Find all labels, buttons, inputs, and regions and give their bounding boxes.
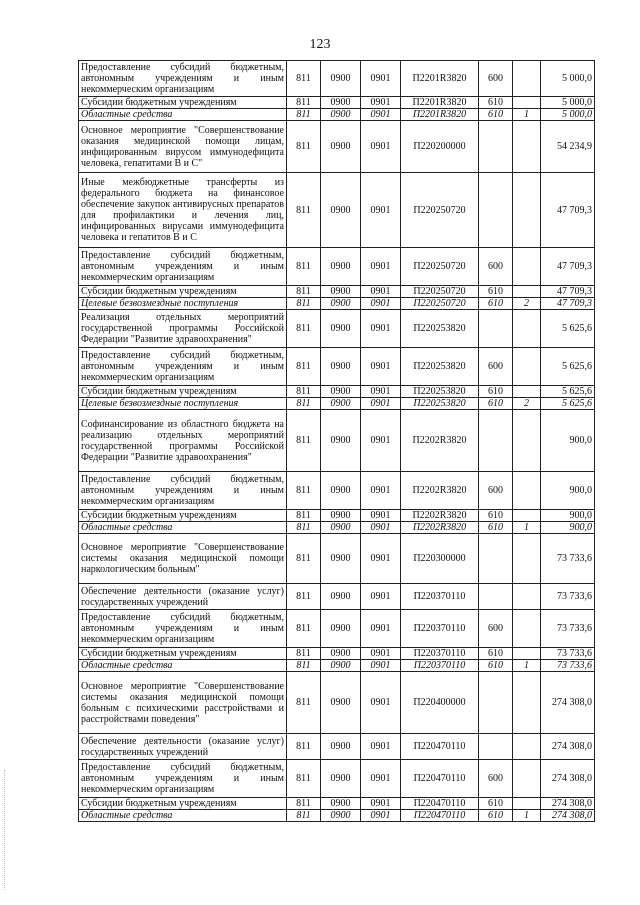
- funding-source-code: 2: [513, 398, 541, 410]
- amount: 54 234,9: [541, 121, 595, 173]
- funding-source-code: [513, 61, 541, 97]
- expense-type-code: 610: [479, 522, 513, 534]
- ministry-code: 811: [287, 97, 321, 109]
- target-article-code: П220370110: [401, 584, 479, 610]
- expense-type-code: 610: [479, 660, 513, 672]
- subsection-code: 0901: [361, 522, 401, 534]
- target-article-code: П2201R3820: [401, 109, 479, 121]
- subsection-code: 0901: [361, 648, 401, 660]
- section-code: 0900: [321, 173, 361, 248]
- expense-type-code: 610: [479, 510, 513, 522]
- amount: 73 733,6: [541, 610, 595, 648]
- subsection-code: 0901: [361, 584, 401, 610]
- ministry-code: 811: [287, 386, 321, 398]
- target-article-code: П220250720: [401, 298, 479, 310]
- section-code: 0900: [321, 734, 361, 760]
- expense-type-code: [479, 534, 513, 584]
- ministry-code: 811: [287, 298, 321, 310]
- funding-source-code: [513, 410, 541, 472]
- row-description: Субсидии бюджетным учреждениям: [79, 97, 287, 109]
- section-code: 0900: [321, 510, 361, 522]
- row-description: Целевые безвозмездные поступления: [79, 398, 287, 410]
- table-row: [79, 173, 595, 248]
- subsection-code: 0901: [361, 298, 401, 310]
- amount: 47 709,3: [541, 298, 595, 310]
- amount: 47 709,3: [541, 173, 595, 248]
- target-article-code: П220253820: [401, 386, 479, 398]
- table-row: [79, 109, 595, 121]
- funding-source-code: 1: [513, 660, 541, 672]
- subsection-code: 0901: [361, 286, 401, 298]
- row-description: Иные межбюджетные трансферты из федерального бюджета на финансовое обеспечение закупок антивирусных препаратов для профилактики и лечения лиц, инфицированных вирусами иммунодефицита человека и гепатитов В и С: [79, 173, 287, 248]
- subsection-code: 0901: [361, 310, 401, 348]
- expense-type-code: [479, 584, 513, 610]
- expense-type-code: [479, 173, 513, 248]
- expense-type-code: 600: [479, 610, 513, 648]
- funding-source-code: [513, 97, 541, 109]
- ministry-code: 811: [287, 584, 321, 610]
- subsection-code: 0901: [361, 760, 401, 798]
- budget-table: [78, 60, 595, 822]
- section-code: 0900: [321, 109, 361, 121]
- section-code: 0900: [321, 410, 361, 472]
- section-code: 0900: [321, 534, 361, 584]
- ministry-code: 811: [287, 310, 321, 348]
- row-description: Предоставление субсидий бюджетным, автономным учреждениям и иным некоммерческим организациям: [79, 610, 287, 648]
- amount: 5 625,6: [541, 386, 595, 398]
- section-code: 0900: [321, 660, 361, 672]
- row-description: Обеспечение деятельности (оказание услуг) государственных учреждений: [79, 584, 287, 610]
- row-description: Предоставление субсидий бюджетным, автономным учреждениям и иным некоммерческим организациям: [79, 348, 287, 386]
- table-row: [79, 672, 595, 734]
- section-code: 0900: [321, 760, 361, 798]
- ministry-code: 811: [287, 248, 321, 286]
- expense-type-code: [479, 310, 513, 348]
- expense-type-code: 600: [479, 760, 513, 798]
- amount: 900,0: [541, 410, 595, 472]
- amount: 274 308,0: [541, 672, 595, 734]
- target-article-code: П220250720: [401, 248, 479, 286]
- subsection-code: 0901: [361, 410, 401, 472]
- ministry-code: 811: [287, 286, 321, 298]
- subsection-code: 0901: [361, 386, 401, 398]
- expense-type-code: 600: [479, 248, 513, 286]
- target-article-code: П220253820: [401, 398, 479, 410]
- table-row: [79, 472, 595, 510]
- expense-type-code: [479, 672, 513, 734]
- subsection-code: 0901: [361, 398, 401, 410]
- target-article-code: П220370110: [401, 610, 479, 648]
- table-row: [79, 348, 595, 386]
- row-description: Реализация отдельных мероприятий государственной программы Российской Федерации "Развитие здравоохранения": [79, 310, 287, 348]
- expense-type-code: 610: [479, 109, 513, 121]
- ministry-code: 811: [287, 109, 321, 121]
- expense-type-code: 610: [479, 298, 513, 310]
- target-article-code: П220470110: [401, 798, 479, 810]
- expense-type-code: 610: [479, 810, 513, 822]
- subsection-code: 0901: [361, 510, 401, 522]
- amount: 900,0: [541, 522, 595, 534]
- funding-source-code: [513, 173, 541, 248]
- amount: 73 733,6: [541, 584, 595, 610]
- subsection-code: 0901: [361, 798, 401, 810]
- expense-type-code: [479, 734, 513, 760]
- target-article-code: П220470110: [401, 734, 479, 760]
- subsection-code: 0901: [361, 810, 401, 822]
- row-description: Предоставление субсидий бюджетным, автономным учреждениям и иным некоммерческим организациям: [79, 61, 287, 97]
- funding-source-code: [513, 534, 541, 584]
- amount: 73 733,6: [541, 648, 595, 660]
- amount: 5 625,6: [541, 348, 595, 386]
- table-row: [79, 248, 595, 286]
- expense-type-code: 610: [479, 798, 513, 810]
- row-description: Субсидии бюджетным учреждениям: [79, 286, 287, 298]
- scan-edge-mark: [4, 770, 7, 890]
- row-description: Софинансирование из областного бюджета на реализацию отдельных мероприятий государственной программы Российской Федерации "Развитие здравоохранения": [79, 410, 287, 472]
- row-description: Основное мероприятие "Совершенствование оказания медицинской помощи лицам, инфицированным вирусом иммунодефицита человека, гепатитами В и С": [79, 121, 287, 173]
- section-code: 0900: [321, 672, 361, 734]
- row-description: Целевые безвозмездные поступления: [79, 298, 287, 310]
- table-row: [79, 798, 595, 810]
- table-row: [79, 61, 595, 97]
- section-code: 0900: [321, 798, 361, 810]
- amount: 274 308,0: [541, 810, 595, 822]
- subsection-code: 0901: [361, 109, 401, 121]
- row-description: Предоставление субсидий бюджетным, автономным учреждениям и иным некоммерческим организациям: [79, 472, 287, 510]
- target-article-code: П220300000: [401, 534, 479, 584]
- ministry-code: 811: [287, 610, 321, 648]
- target-article-code: П220400000: [401, 672, 479, 734]
- amount: 900,0: [541, 510, 595, 522]
- subsection-code: 0901: [361, 472, 401, 510]
- section-code: 0900: [321, 61, 361, 97]
- amount: 5 625,6: [541, 310, 595, 348]
- funding-source-code: [513, 734, 541, 760]
- amount: 5 000,0: [541, 109, 595, 121]
- funding-source-code: [513, 248, 541, 286]
- target-article-code: П220470110: [401, 810, 479, 822]
- row-description: Основное мероприятие "Совершенствование системы оказания медицинской помощи больным с психическими расстройствами и расстройствами поведения": [79, 672, 287, 734]
- row-description: Областные средства: [79, 522, 287, 534]
- subsection-code: 0901: [361, 672, 401, 734]
- subsection-code: 0901: [361, 660, 401, 672]
- table-row: [79, 121, 595, 173]
- subsection-code: 0901: [361, 97, 401, 109]
- section-code: 0900: [321, 472, 361, 510]
- section-code: 0900: [321, 248, 361, 286]
- funding-source-code: 1: [513, 109, 541, 121]
- subsection-code: 0901: [361, 534, 401, 584]
- ministry-code: 811: [287, 472, 321, 510]
- expense-type-code: 610: [479, 398, 513, 410]
- funding-source-code: [513, 121, 541, 173]
- ministry-code: 811: [287, 810, 321, 822]
- target-article-code: П2202R3820: [401, 410, 479, 472]
- row-description: Областные средства: [79, 109, 287, 121]
- table-row: [79, 810, 595, 822]
- row-description: Субсидии бюджетным учреждениям: [79, 798, 287, 810]
- funding-source-code: [513, 472, 541, 510]
- expense-type-code: 610: [479, 386, 513, 398]
- ministry-code: 811: [287, 798, 321, 810]
- amount: 47 709,3: [541, 248, 595, 286]
- target-article-code: П2201R3820: [401, 97, 479, 109]
- table-row: [79, 398, 595, 410]
- target-article-code: П2202R3820: [401, 522, 479, 534]
- funding-source-code: [513, 310, 541, 348]
- table-row: [79, 534, 595, 584]
- table-row: [79, 298, 595, 310]
- section-code: 0900: [321, 310, 361, 348]
- funding-source-code: [513, 672, 541, 734]
- subsection-code: 0901: [361, 173, 401, 248]
- row-description: Предоставление субсидий бюджетным, автономным учреждениям и иным некоммерческим организациям: [79, 248, 287, 286]
- expense-type-code: 600: [479, 348, 513, 386]
- funding-source-code: [513, 584, 541, 610]
- funding-source-code: 1: [513, 810, 541, 822]
- section-code: 0900: [321, 298, 361, 310]
- ministry-code: 811: [287, 121, 321, 173]
- table-row: [79, 310, 595, 348]
- page-number: 123: [309, 37, 331, 52]
- table-row: [79, 584, 595, 610]
- amount: 5 000,0: [541, 61, 595, 97]
- target-article-code: П220370110: [401, 660, 479, 672]
- funding-source-code: [513, 648, 541, 660]
- expense-type-code: 600: [479, 472, 513, 510]
- target-article-code: П220200000: [401, 121, 479, 173]
- target-article-code: П220253820: [401, 348, 479, 386]
- section-code: 0900: [321, 810, 361, 822]
- amount: 5 000,0: [541, 97, 595, 109]
- row-description: Областные средства: [79, 810, 287, 822]
- target-article-code: П2202R3820: [401, 510, 479, 522]
- amount: 47 709,3: [541, 286, 595, 298]
- ministry-code: 811: [287, 510, 321, 522]
- funding-source-code: [513, 798, 541, 810]
- section-code: 0900: [321, 348, 361, 386]
- row-description: Областные средства: [79, 660, 287, 672]
- table-row: [79, 286, 595, 298]
- table-row: [79, 510, 595, 522]
- row-description: Субсидии бюджетным учреждениям: [79, 510, 287, 522]
- ministry-code: 811: [287, 672, 321, 734]
- ministry-code: 811: [287, 660, 321, 672]
- target-article-code: П220470110: [401, 760, 479, 798]
- section-code: 0900: [321, 398, 361, 410]
- target-article-code: П2201R3820: [401, 61, 479, 97]
- funding-source-code: 1: [513, 522, 541, 534]
- section-code: 0900: [321, 286, 361, 298]
- expense-type-code: 600: [479, 61, 513, 97]
- amount: 5 625,6: [541, 398, 595, 410]
- row-description: Субсидии бюджетным учреждениям: [79, 648, 287, 660]
- table-row: [79, 410, 595, 472]
- ministry-code: 811: [287, 348, 321, 386]
- funding-source-code: [513, 286, 541, 298]
- expense-type-code: [479, 410, 513, 472]
- ministry-code: 811: [287, 410, 321, 472]
- table-row: [79, 760, 595, 798]
- funding-source-code: [513, 386, 541, 398]
- target-article-code: П2202R3820: [401, 472, 479, 510]
- ministry-code: 811: [287, 648, 321, 660]
- table-row: [79, 97, 595, 109]
- section-code: 0900: [321, 522, 361, 534]
- amount: 900,0: [541, 472, 595, 510]
- ministry-code: 811: [287, 760, 321, 798]
- row-description: Обеспечение деятельности (оказание услуг) государственных учреждений: [79, 734, 287, 760]
- target-article-code: П220250720: [401, 286, 479, 298]
- subsection-code: 0901: [361, 61, 401, 97]
- expense-type-code: [479, 121, 513, 173]
- section-code: 0900: [321, 648, 361, 660]
- amount: 274 308,0: [541, 760, 595, 798]
- ministry-code: 811: [287, 173, 321, 248]
- target-article-code: П220370110: [401, 648, 479, 660]
- section-code: 0900: [321, 386, 361, 398]
- subsection-code: 0901: [361, 248, 401, 286]
- expense-type-code: 610: [479, 286, 513, 298]
- section-code: 0900: [321, 121, 361, 173]
- amount: 274 308,0: [541, 734, 595, 760]
- table-row: [79, 386, 595, 398]
- ministry-code: 811: [287, 398, 321, 410]
- amount: 73 733,6: [541, 660, 595, 672]
- table-row: [79, 660, 595, 672]
- section-code: 0900: [321, 584, 361, 610]
- ministry-code: 811: [287, 522, 321, 534]
- section-code: 0900: [321, 97, 361, 109]
- table-row: [79, 648, 595, 660]
- funding-source-code: 2: [513, 298, 541, 310]
- expense-type-code: 610: [479, 648, 513, 660]
- target-article-code: П220253820: [401, 310, 479, 348]
- subsection-code: 0901: [361, 121, 401, 173]
- funding-source-code: [513, 348, 541, 386]
- funding-source-code: [513, 510, 541, 522]
- expense-type-code: 610: [479, 97, 513, 109]
- amount: 274 308,0: [541, 798, 595, 810]
- ministry-code: 811: [287, 534, 321, 584]
- ministry-code: 811: [287, 61, 321, 97]
- subsection-code: 0901: [361, 734, 401, 760]
- subsection-code: 0901: [361, 348, 401, 386]
- amount: 73 733,6: [541, 534, 595, 584]
- row-description: Субсидии бюджетным учреждениям: [79, 386, 287, 398]
- section-code: 0900: [321, 610, 361, 648]
- ministry-code: 811: [287, 734, 321, 760]
- table-row: [79, 522, 595, 534]
- subsection-code: 0901: [361, 610, 401, 648]
- target-article-code: П220250720: [401, 173, 479, 248]
- table-row: [79, 610, 595, 648]
- funding-source-code: [513, 760, 541, 798]
- table-row: [79, 734, 595, 760]
- funding-source-code: [513, 610, 541, 648]
- row-description: Предоставление субсидий бюджетным, автономным учреждениям и иным некоммерческим организациям: [79, 760, 287, 798]
- budget-table-body: [79, 61, 595, 822]
- row-description: Основное мероприятие "Совершенствование системы оказания медицинской помощи наркологическим больным": [79, 534, 287, 584]
